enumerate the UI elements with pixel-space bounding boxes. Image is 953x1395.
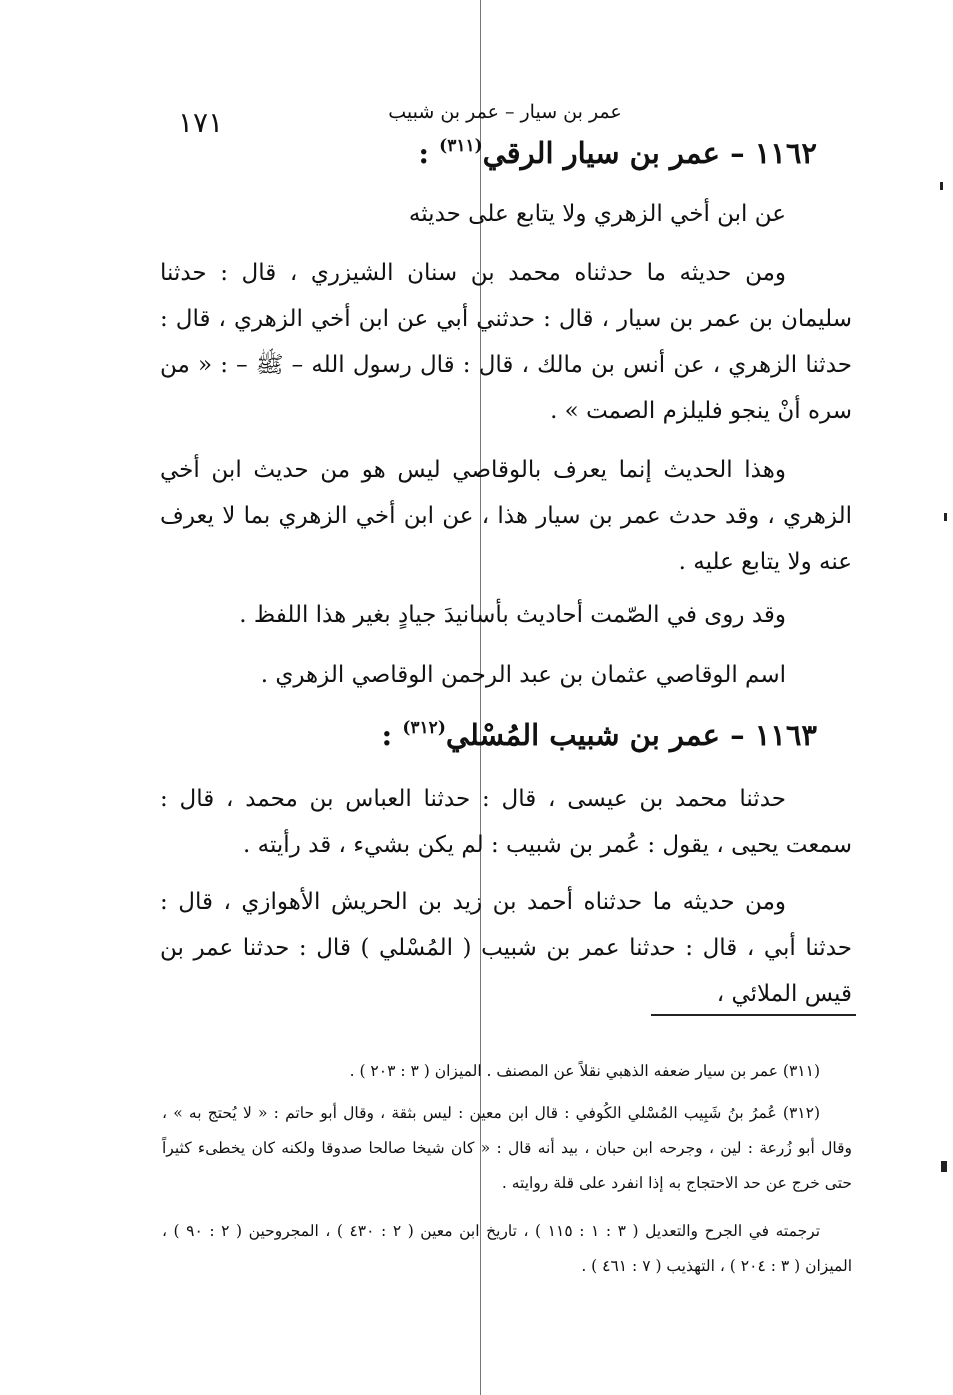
scan-edge-mark xyxy=(940,182,943,190)
entry-name: عمر بن شبيب المُسْلي xyxy=(445,718,720,752)
paragraph-hadith-2: ومن حديثه ما حدثناه أحمد بن زيد بن الحريش الأهوازي ، قال : حدثنا أبي ، قال : حدثنا عمر بن شبيب ( المُسْلي ) قال : حدثنا عمر بن قيس الملائي ، xyxy=(160,889,852,1007)
entry-dash: – xyxy=(719,136,745,170)
running-head: عمر بن سيار – عمر بن شبيب xyxy=(388,101,622,123)
paragraph-waqqasi-name: اسم الوقاصي عثمان بن عبد الرحمن الوقاصي الزهري . xyxy=(260,662,786,688)
entry-heading-1162 xyxy=(418,136,817,170)
footnote-311: (٣١١) عمر بن سيار ضعفه الذهبي نقلاً عن المصنف . الميزان ( ٣ : ٢٠٣ ) . xyxy=(349,1062,820,1080)
entry-colon: : xyxy=(418,136,430,170)
footnote-ref-311: (٣١١) xyxy=(439,136,483,156)
entry-colon: : xyxy=(381,718,393,752)
paragraph-yahya: حدثنا محمد بن عيسى ، قال : حدثنا العباس بن محمد ، قال : سمعت يحيى ، يقول : عُمر بن شبيب : لم يكن بشيء ، قد رأيته . xyxy=(160,786,852,858)
scan-edge-mark xyxy=(941,1161,947,1172)
footnote-312-references: ترجمته في الجرح والتعديل ( ٣ : ١ : ١١٥ ) ، تاريخ ابن معين ( ٢ : ٤٣٠ ) ، المجروحين ( ٢ : ٩٠ ) ، الميزان ( ٣ : ٢٠٤ ) ، التهذيب ( ٧ : ٤٦١ ) . xyxy=(162,1222,852,1275)
footnote-ref-312: (٣١٢) xyxy=(402,718,446,738)
page-number: ١٧١ xyxy=(178,106,224,139)
entry-number: ١١٦٢ xyxy=(754,136,817,170)
entry-number: ١١٦٣ xyxy=(754,718,817,752)
footnote-312: (٣١٢) عُمرُ بنُ شَبِيب المُسْلي الكُوفي : قال ابن معين : ليس بثقة ، وقال أبو حاتم : « لا يُحتج به » ، وقال أبو زُرعة : لين ، وجرحه ابن حبان ، بيد أنه قال : « كان شيخا صالحا صدوقا ولكنه كان يخطىء كثيراً حتى خرج عن حد الاحتجاج به إذا انفرد على قلة روايته . xyxy=(162,1104,852,1192)
footnote-separator xyxy=(651,1014,856,1016)
entry-name: عمر بن سيار الرقي xyxy=(482,136,720,170)
scan-edge-mark xyxy=(944,513,947,521)
entry-heading-1163 xyxy=(382,718,817,752)
paragraph-samt: وقد روى في الصّمت أحاديث بأسانيدَ جيادٍ بغير هذا اللفظ . xyxy=(239,602,786,628)
entry-dash: – xyxy=(719,718,745,752)
paragraph-commentary: وهذا الحديث إنما يعرف بالوقاصي ليس هو من حديث ابن أخي الزهري ، وقد حدث عمر بن سيار هذا ، عن ابن أخي الزهري بما لا يعرف عنه ولا يتابع عليه . xyxy=(160,457,852,575)
paragraph-hadith-1: ومن حديثه ما حدثناه محمد بن سنان الشيزري ، قال : حدثنا سليمان بن عمر بن سيار ، قال : حدثني أبي عن ابن أخي الزهري ، قال : حدثنا الزهري ، عن أنس بن مالك ، قال : قال رسول الله – ﷺ – : « من سره أنْ ينجو فليلزم الصمت » . xyxy=(160,260,852,424)
paragraph-intro: عن ابن أخي الزهري ولا يتابع على حديثه xyxy=(408,201,786,227)
